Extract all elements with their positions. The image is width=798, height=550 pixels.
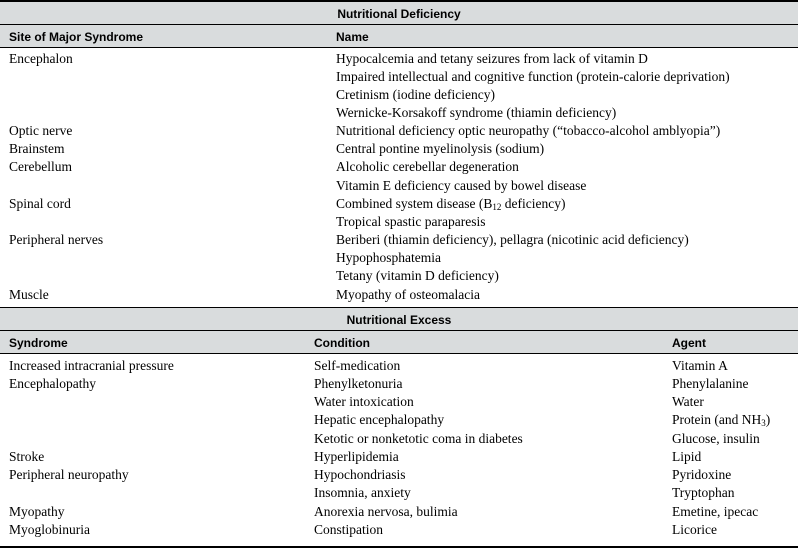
name-cell: Beriberi (thiamin deficiency), pellagra (nicotinic acid deficiency) — [336, 232, 689, 247]
condition-cell: Water intoxication — [314, 394, 414, 409]
agent-cell: Phenylalanine — [672, 376, 749, 391]
header-condition: Condition — [314, 336, 370, 350]
agent-cell-text: Protein (and NH — [672, 412, 762, 427]
table-row — [0, 448, 798, 466]
name-cell: Hypocalcemia and tetany seizures from lack of vitamin D — [336, 51, 648, 66]
name-cell: Central pontine myelinolysis (sodium) — [336, 141, 545, 156]
table-row — [0, 213, 798, 231]
name-cell: Impaired intellectual and cognitive function (protein-calorie deprivation) — [336, 69, 730, 84]
table-row — [0, 50, 798, 68]
condition-cell: Constipation — [314, 522, 384, 537]
syndrome-cell: Increased intracranial pressure — [9, 358, 174, 373]
condition-cell: Hepatic encephalopathy — [314, 412, 445, 427]
condition-cell: Phenylketonuria — [314, 376, 403, 391]
table-row — [0, 267, 798, 285]
excess-header-row — [0, 331, 798, 353]
deficiency-header-row — [0, 25, 798, 47]
table-row — [0, 122, 798, 140]
name-cell: Hypophosphatemia — [336, 250, 441, 265]
agent-cell: Glucose, insulin — [672, 431, 760, 446]
table-row — [0, 249, 798, 267]
table-row — [0, 375, 798, 393]
syndrome-cell: Myopathy — [9, 504, 65, 519]
table-row — [0, 430, 798, 448]
site-cell: Encephalon — [9, 51, 73, 66]
table-row — [0, 411, 798, 429]
agent-cell: Vitamin A — [672, 358, 728, 373]
table-row — [0, 177, 798, 195]
excess-title: Nutritional Excess — [0, 308, 798, 330]
name-cell: Nutritional deficiency optic neuropathy (“tobacco-alcohol amblyopia”) — [336, 123, 721, 138]
site-cell: Spinal cord — [9, 196, 71, 211]
bottom-rule — [0, 546, 798, 548]
name-cell: Cretinism (iodine deficiency) — [336, 87, 495, 102]
header-name: Name — [336, 30, 369, 44]
condition-cell: Hypochondriasis — [314, 467, 406, 482]
syndrome-cell: Myoglobinuria — [9, 522, 90, 537]
name-cell-text: Combined system disease (B — [336, 196, 493, 211]
table-row — [0, 484, 798, 502]
syndrome-cell: Encephalopathy — [9, 376, 96, 391]
rule — [0, 353, 798, 354]
agent-cell-text: ) — [765, 412, 771, 427]
agent-cell: Lipid — [672, 449, 702, 464]
condition-cell: Insomnia, anxiety — [314, 485, 411, 500]
header-agent: Agent — [672, 336, 706, 350]
agent-cell: Licorice — [672, 522, 717, 537]
subscript: 12 — [492, 202, 502, 212]
agent-cell — [672, 411, 770, 429]
name-cell: Alcoholic cerebellar degeneration — [336, 159, 519, 174]
name-cell: Tetany (vitamin D deficiency) — [336, 268, 499, 283]
site-cell: Peripheral nerves — [9, 232, 104, 247]
header-syndrome: Syndrome — [9, 336, 68, 350]
table-row — [0, 466, 798, 484]
name-cell: Tropical spastic paraparesis — [336, 214, 486, 229]
table-row — [0, 286, 798, 304]
table-row — [0, 195, 798, 213]
name-cell-text: deficiency) — [501, 196, 566, 211]
name-cell: Myopathy of osteomalacia — [336, 287, 480, 302]
name-cell — [336, 195, 565, 213]
table-row — [0, 231, 798, 249]
condition-cell: Self-medication — [314, 358, 401, 373]
site-cell: Optic nerve — [9, 123, 73, 138]
table-row — [0, 140, 798, 158]
syndrome-cell: Stroke — [9, 449, 45, 464]
table-row — [0, 503, 798, 521]
site-cell: Muscle — [9, 287, 49, 302]
syndrome-cell: Peripheral neuropathy — [9, 467, 129, 482]
deficiency-title: Nutritional Deficiency — [0, 2, 798, 24]
rule — [0, 47, 798, 48]
table-row — [0, 104, 798, 122]
condition-cell: Anorexia nervosa, bulimia — [314, 504, 458, 519]
table-row — [0, 393, 798, 411]
agent-cell: Emetine, ipecac — [672, 504, 759, 519]
name-cell: Wernicke-Korsakoff syndrome (thiamin deficiency) — [336, 105, 617, 120]
table-row — [0, 158, 798, 176]
name-cell: Vitamin E deficiency caused by bowel disease — [336, 178, 587, 193]
agent-cell: Pyridoxine — [672, 467, 732, 482]
table-row — [0, 357, 798, 375]
agent-cell: Tryptophan — [672, 485, 735, 500]
header-site: Site of Major Syndrome — [9, 30, 144, 44]
table-row — [0, 521, 798, 539]
condition-cell: Hyperlipidemia — [314, 449, 399, 464]
site-cell: Cerebellum — [9, 159, 72, 174]
table-row — [0, 68, 798, 86]
site-cell: Brainstem — [9, 141, 65, 156]
agent-cell: Water — [672, 394, 704, 409]
subscript: 3 — [761, 418, 766, 428]
table-row — [0, 86, 798, 104]
condition-cell: Ketotic or nonketotic coma in diabetes — [314, 431, 523, 446]
